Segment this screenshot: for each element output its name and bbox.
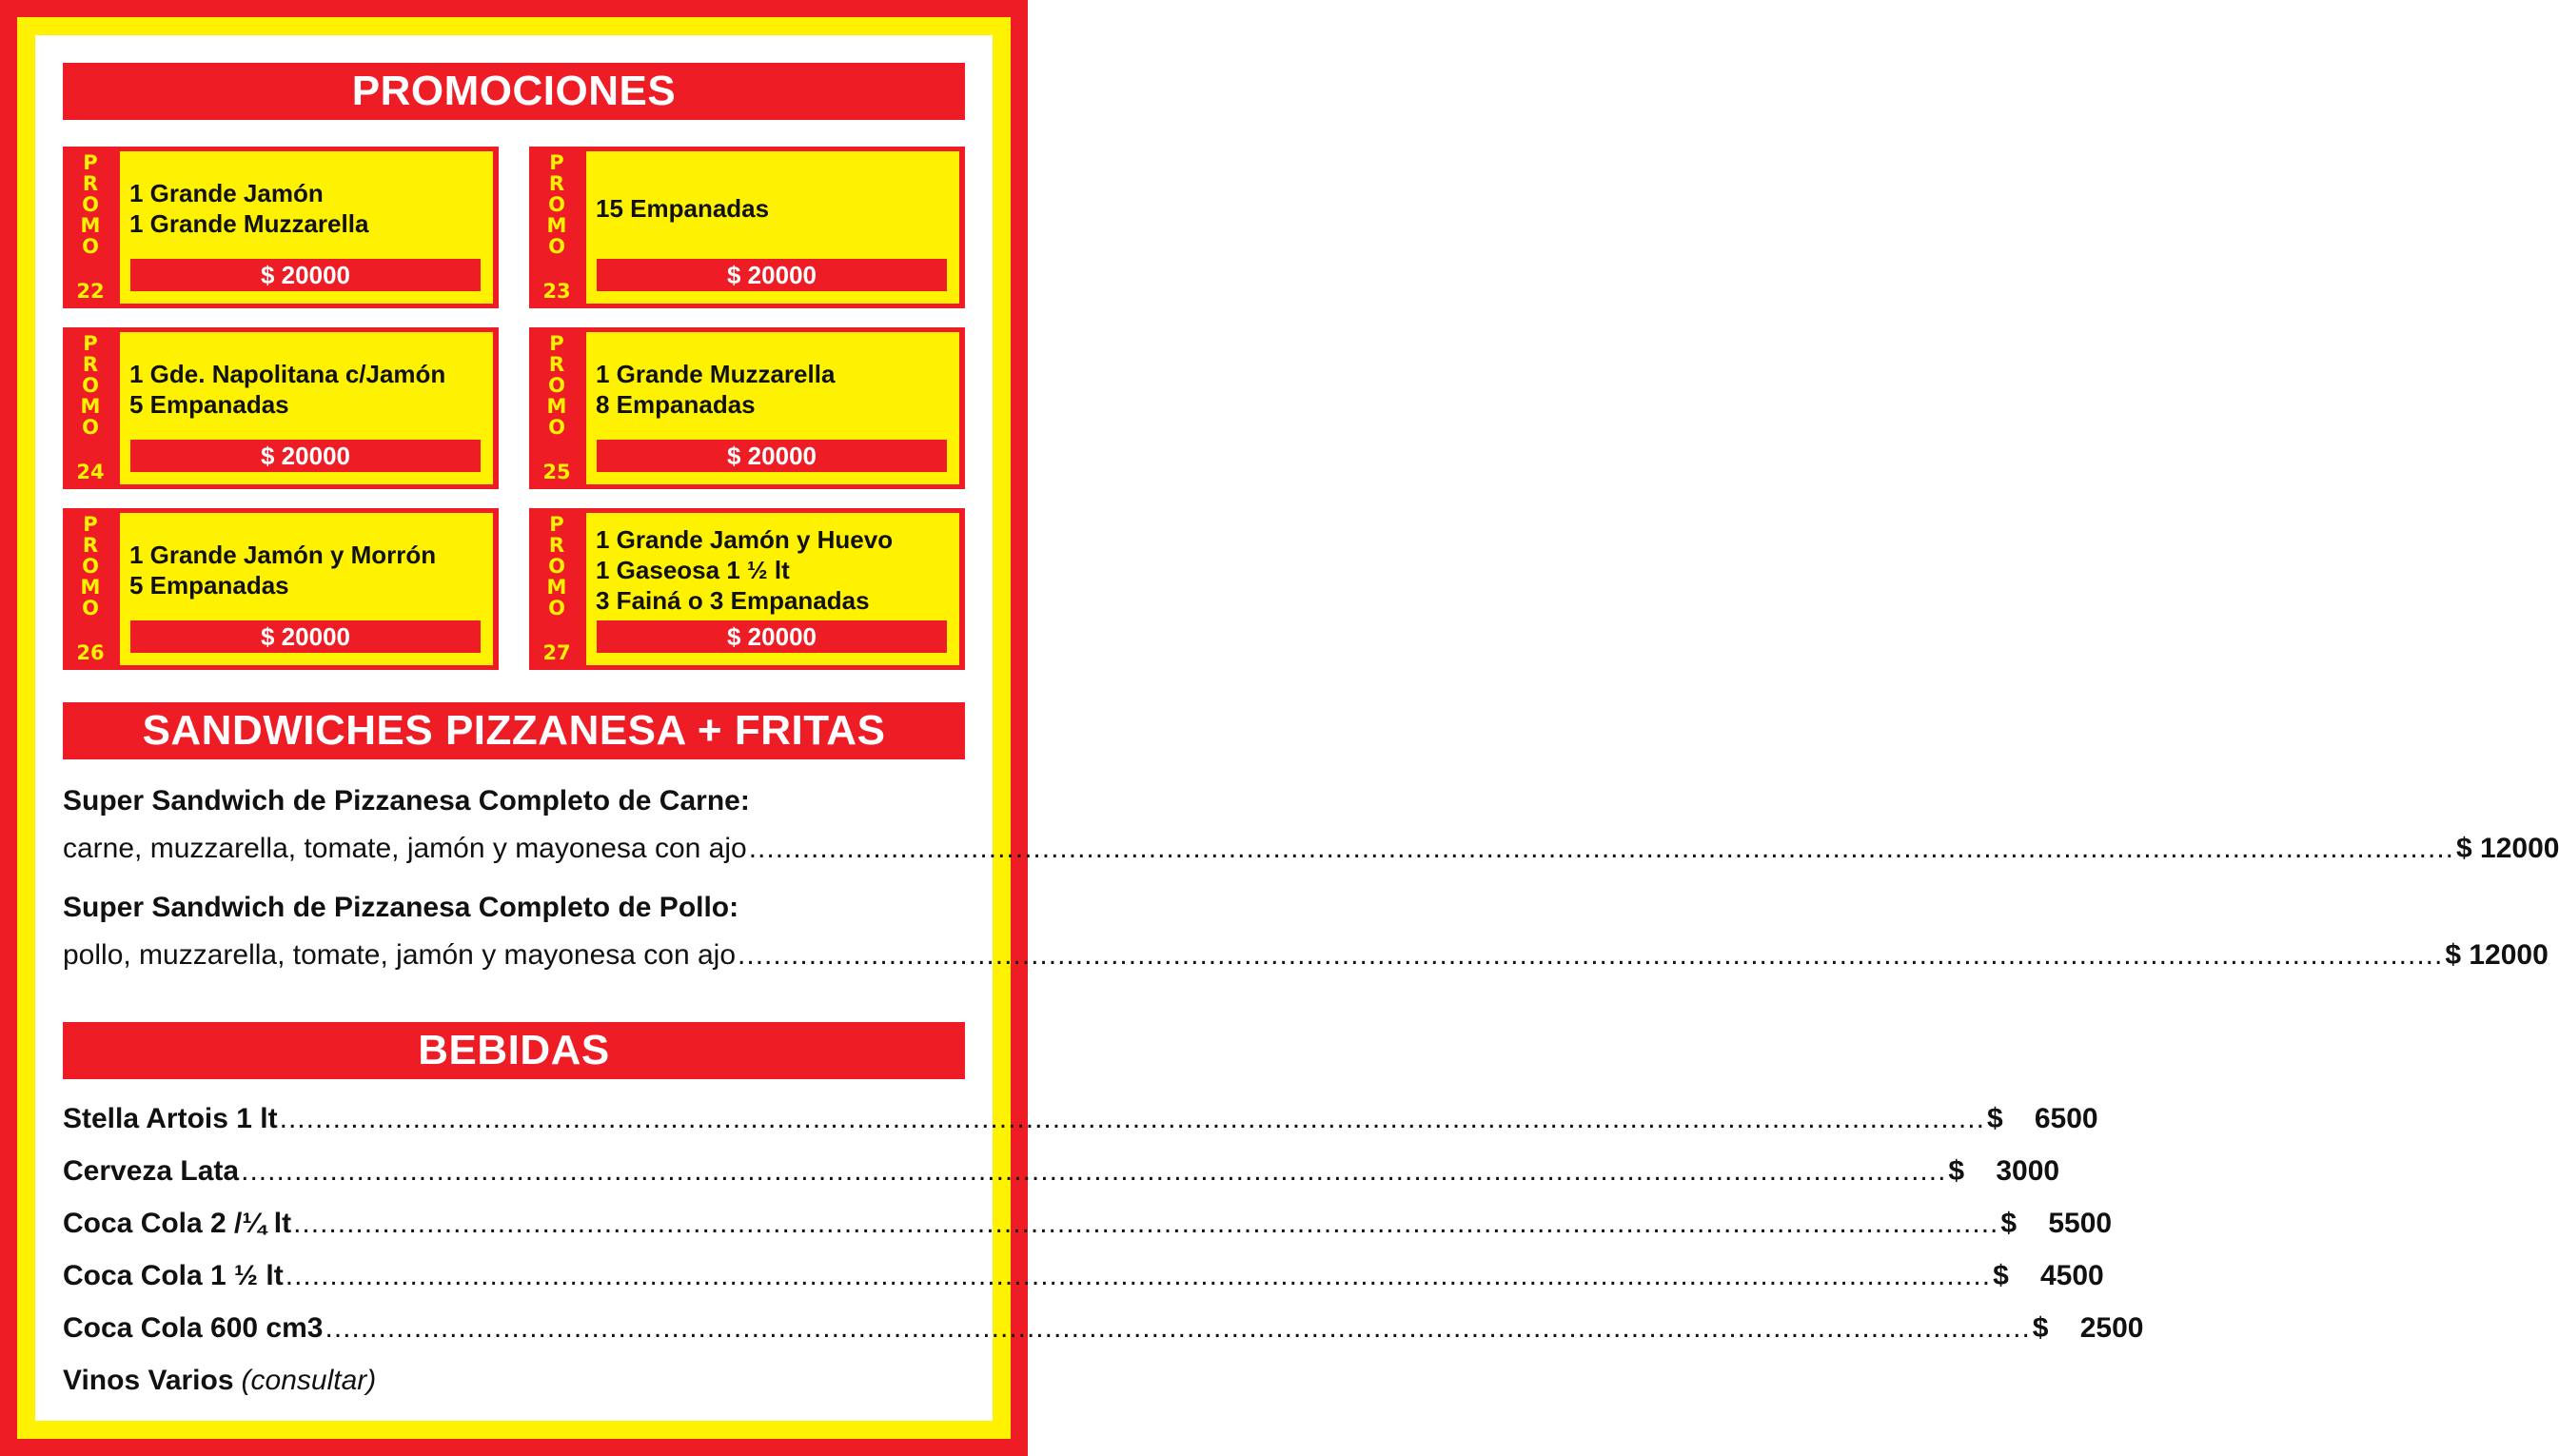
promo-item: 1 Gaseosa 1 ½ lt <box>596 556 790 584</box>
drink-currency: $ <box>1986 1103 2003 1134</box>
promo-items <box>596 359 954 420</box>
promo-items <box>129 178 487 239</box>
leader-dots: ................................................................................................................................................................................................ <box>279 1103 1985 1134</box>
promo-body <box>120 332 493 484</box>
promo-items <box>129 359 487 420</box>
drink-name: Stella Artois 1 lt <box>63 1103 278 1134</box>
drink-row[interactable] <box>63 1100 2098 1138</box>
promo-price: $ 20000 <box>128 256 483 294</box>
promo-side-label <box>529 147 584 308</box>
promo-item: 8 Empanadas <box>596 390 756 419</box>
drink-row-vinos[interactable] <box>63 1362 965 1400</box>
drink-note: (consultar) <box>241 1365 377 1396</box>
drink-name: Vinos Varios <box>63 1365 234 1396</box>
drink-row[interactable] <box>63 1205 2113 1243</box>
drink-price: 3000 <box>1996 1155 2060 1187</box>
promo-item: 3 Fainá o 3 Empanadas <box>596 586 870 615</box>
promo-card-24[interactable] <box>63 327 499 489</box>
promo-card-27[interactable] <box>529 508 965 670</box>
drink-price: 5500 <box>2048 1208 2113 1239</box>
drink-currency: $ <box>1993 1260 2009 1291</box>
drink-price: 6500 <box>2034 1103 2098 1134</box>
promo-side-label <box>529 508 584 670</box>
promo-item: 1 Gde. Napolitana c/Jamón <box>129 360 446 388</box>
promo-card-25[interactable] <box>529 327 965 489</box>
promo-number: 26 <box>76 641 105 664</box>
section-header-promociones: PROMOCIONES <box>63 63 965 120</box>
promo-card-26[interactable] <box>63 508 499 670</box>
promo-items <box>596 193 954 224</box>
promo-side-label <box>529 327 584 489</box>
promo-number: 23 <box>542 280 571 303</box>
promo-side-label <box>63 147 118 308</box>
promo-item: 1 Grande Jamón y Huevo <box>596 525 894 554</box>
drink-currency: $ <box>1948 1155 1965 1187</box>
promo-word: P R O M O <box>546 513 567 620</box>
promo-item: 5 Empanadas <box>129 571 289 600</box>
drink-name: Coca Cola 1 ½ lt <box>63 1260 284 1291</box>
drink-price: 2500 <box>2079 1312 2144 1344</box>
sandwich-price: $ 12000 <box>2445 939 2549 971</box>
drink-name: Coca Cola 600 cm3 <box>63 1312 324 1344</box>
sandwich-row[interactable] <box>63 936 2549 974</box>
promo-items <box>596 524 954 616</box>
sandwich-title: Super Sandwich de Pizzanesa Completo de Pollo: <box>63 892 739 923</box>
promo-item: 1 Grande Muzzarella <box>596 360 836 388</box>
drink-name: Coca Cola 2 /¼ lt <box>63 1208 292 1239</box>
promo-word: P R O M O <box>546 151 567 258</box>
promo-price: $ 20000 <box>128 618 483 656</box>
promo-item: 5 Empanadas <box>129 390 289 419</box>
promo-card-22[interactable] <box>63 147 499 308</box>
promo-body <box>586 332 959 484</box>
promo-body <box>120 513 493 665</box>
promo-items <box>129 540 487 600</box>
sandwich-description: carne, muzzarella, tomate, jamón y mayonesa con ajo <box>63 833 747 864</box>
drink-name: Cerveza Lata <box>63 1155 240 1187</box>
section-header-bebidas: BEBIDAS <box>63 1022 965 1079</box>
promo-body <box>586 513 959 665</box>
promo-body <box>120 151 493 304</box>
promo-item: 15 Empanadas <box>596 194 770 223</box>
promo-side-label <box>63 327 118 489</box>
drink-price: 4500 <box>2040 1260 2104 1291</box>
promo-word: P R O M O <box>80 151 101 258</box>
leader-dots: ................................................................................................................................................................................................ <box>285 1260 1992 1291</box>
promo-word: P R O M O <box>80 513 101 620</box>
promo-price: $ 20000 <box>594 256 950 294</box>
section-header-sandwiches: SANDWICHES PIZZANESA + FRITAS <box>63 702 965 759</box>
promo-item: 1 Grande Jamón <box>129 179 324 207</box>
sandwich-row[interactable] <box>63 830 2559 868</box>
leader-dots: ................................................................................................................................................................................................ <box>241 1155 1947 1187</box>
leader-dots: ................................................................................................................................................................................................ <box>293 1208 1999 1239</box>
sandwich-price: $ 12000 <box>2456 833 2559 864</box>
drink-currency: $ <box>2000 1208 2018 1239</box>
sandwich-title: Super Sandwich de Pizzanesa Completo de Carne: <box>63 785 750 817</box>
promo-item: 1 Grande Muzzarella <box>129 209 369 238</box>
promo-side-label <box>63 508 118 670</box>
promo-body <box>586 151 959 304</box>
promo-price: $ 20000 <box>594 437 950 475</box>
leader-dots: ................................................................................................................................................................................................ <box>738 939 2444 971</box>
leader-dots: ................................................................................................................................................................................................ <box>748 833 2454 864</box>
drink-currency: $ <box>2032 1312 2049 1344</box>
promo-card-23[interactable] <box>529 147 965 308</box>
sandwich-description: pollo, muzzarella, tomate, jamón y mayonesa con ajo <box>63 939 737 971</box>
drink-row[interactable] <box>63 1152 2060 1190</box>
promo-price: $ 20000 <box>128 437 483 475</box>
promo-word: P R O M O <box>546 332 567 439</box>
leader-dots: ................................................................................................................................................................................................ <box>325 1312 2031 1344</box>
promo-word: P R O M O <box>80 332 101 439</box>
promo-item: 1 Grande Jamón y Morrón <box>129 541 437 569</box>
promo-number: 27 <box>542 641 571 664</box>
promo-number: 25 <box>542 461 571 483</box>
promo-number: 24 <box>76 461 105 483</box>
promo-price: $ 20000 <box>594 618 950 656</box>
drink-row[interactable] <box>63 1257 2104 1295</box>
promo-number: 22 <box>76 280 105 303</box>
drink-row[interactable] <box>63 1309 2144 1348</box>
